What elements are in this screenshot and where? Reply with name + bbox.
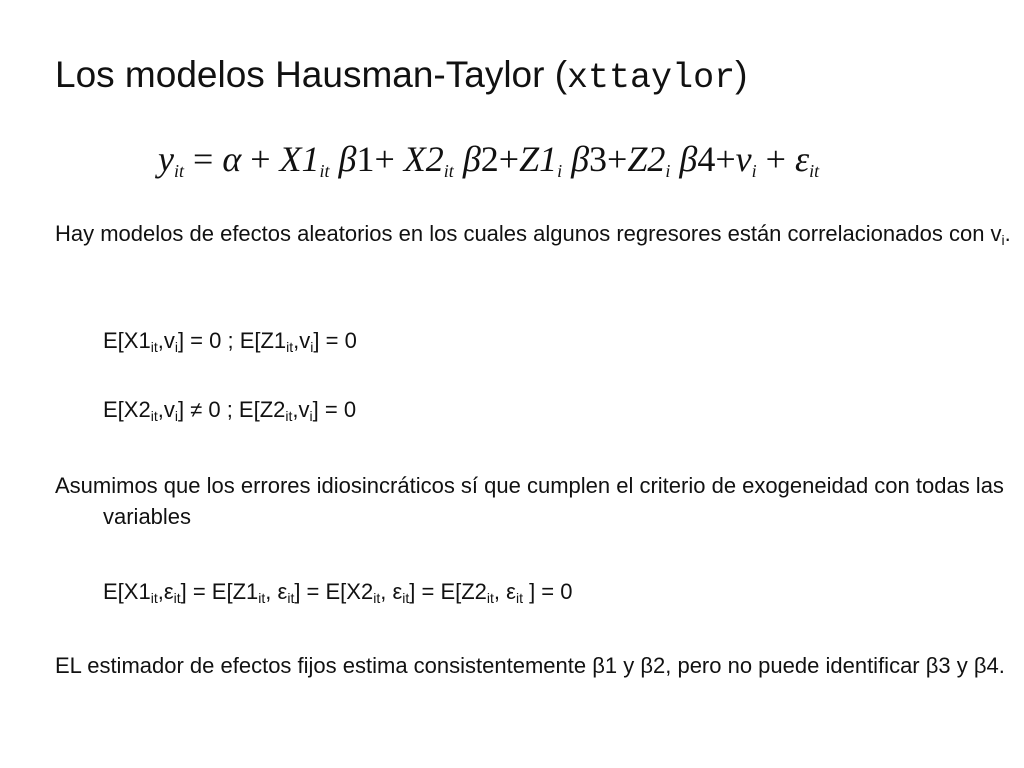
l3-sub-it: it [373,590,381,606]
eq-plus: + [374,139,395,179]
l1-sub-it: it [286,339,294,355]
eq-equals: = [193,139,214,179]
l2-c: ] ≠ 0 ; E[Z2 [177,397,286,422]
l3-sub-it: it [150,590,158,606]
l3-sub-it: it [402,590,410,606]
p1-end: . [1004,221,1011,246]
eq-sub-it: it [319,161,330,181]
l1-b: ,v [157,328,175,353]
l1-d: ,v [293,328,311,353]
p1-sub: i [1001,232,1005,248]
l3-sub-it: it [515,590,523,606]
l2-e: ] = 0 [312,397,357,422]
title-command-code: xttaylor [567,58,736,98]
eq-plus: + [498,139,520,179]
l2-sub-i: i [309,408,313,424]
l3-g: ] = E[Z2 [409,579,487,604]
l2-sub-it: it [285,408,293,424]
l1-sub-it: it [150,339,158,355]
eq-num: 4 [697,139,716,179]
l3-h: , ε [493,579,516,604]
eq-plus: + [250,139,271,179]
l3-a: E[X1 [103,579,151,604]
l1-e: ] = 0 [313,328,357,353]
eq-num: 2 [480,139,499,179]
eq-sub-it: it [809,161,820,181]
eq-sub-i: i [665,161,671,181]
eq-plus: + [715,139,736,179]
eq-num: 1 [356,139,375,179]
l1-sub-i: i [174,339,178,355]
eq-z2: Z2 [627,139,666,179]
title-close-paren: ) [735,54,748,95]
l3-sub-it: it [486,590,494,606]
condition-line-2 [103,394,356,425]
l1-c: ] = 0 ; E[Z1 [177,328,287,353]
slide-title [55,52,747,101]
l3-k: ] = 0 [522,579,573,604]
eq-beta: β [338,139,357,179]
l3-e: ] = E[X2 [294,579,374,604]
l1-a: E[X1 [103,328,151,353]
eq-plus: + [607,139,628,179]
eq-y: y [158,139,174,179]
l2-sub-it: it [150,408,158,424]
eq-num: 3 [589,139,608,179]
l2-a: E[X2 [103,397,151,422]
eq-beta: β [679,139,698,179]
eq-sub-i: i [557,161,563,181]
l3-sub-it: it [258,590,266,606]
l3-sub-it: it [173,590,181,606]
l3-f: , ε [380,579,403,604]
eq-nu: ν [735,139,752,179]
p1-text: Hay modelos de efectos aleatorios en los cuales algunos regresores están correlacionados con v [55,221,1002,246]
eq-sub-it: it [173,161,184,181]
model-equation [158,136,819,182]
l2-d: ,v [292,397,310,422]
eq-plus: + [765,139,786,179]
eq-x1: X1 [279,139,320,179]
l3-sub-it: it [287,590,295,606]
condition-line-1 [103,325,357,356]
l2-b: ,v [157,397,175,422]
eq-z1: Z1 [519,139,558,179]
l1-sub-i: i [310,339,314,355]
l3-d: , ε [265,579,288,604]
paragraph-exogeneity: Asumimos que los errores idiosincráticos sí que cumplen el criterio de exogeneidad con todas las variables [55,473,1004,529]
paragraph-fixed-effects: EL estimador de efectos fijos estima consistentemente β1 y β2, pero no puede identificar β3 y β4. [55,653,1005,678]
l2-sub-i: i [174,408,178,424]
eq-x2: X2 [403,139,444,179]
condition-line-3 [103,576,573,607]
paragraph-random-effects [55,218,1023,249]
eq-epsilon: ε [794,139,810,179]
title-text: Los modelos Hausman-Taylor ( [55,54,568,95]
eq-sub-i: i [751,161,757,181]
l3-b: ,ε [157,579,174,604]
eq-beta: β [571,139,590,179]
eq-beta: β [462,139,481,179]
l3-c: ] = E[Z1 [180,579,259,604]
eq-alpha: α [222,139,242,179]
eq-sub-it: it [443,161,454,181]
